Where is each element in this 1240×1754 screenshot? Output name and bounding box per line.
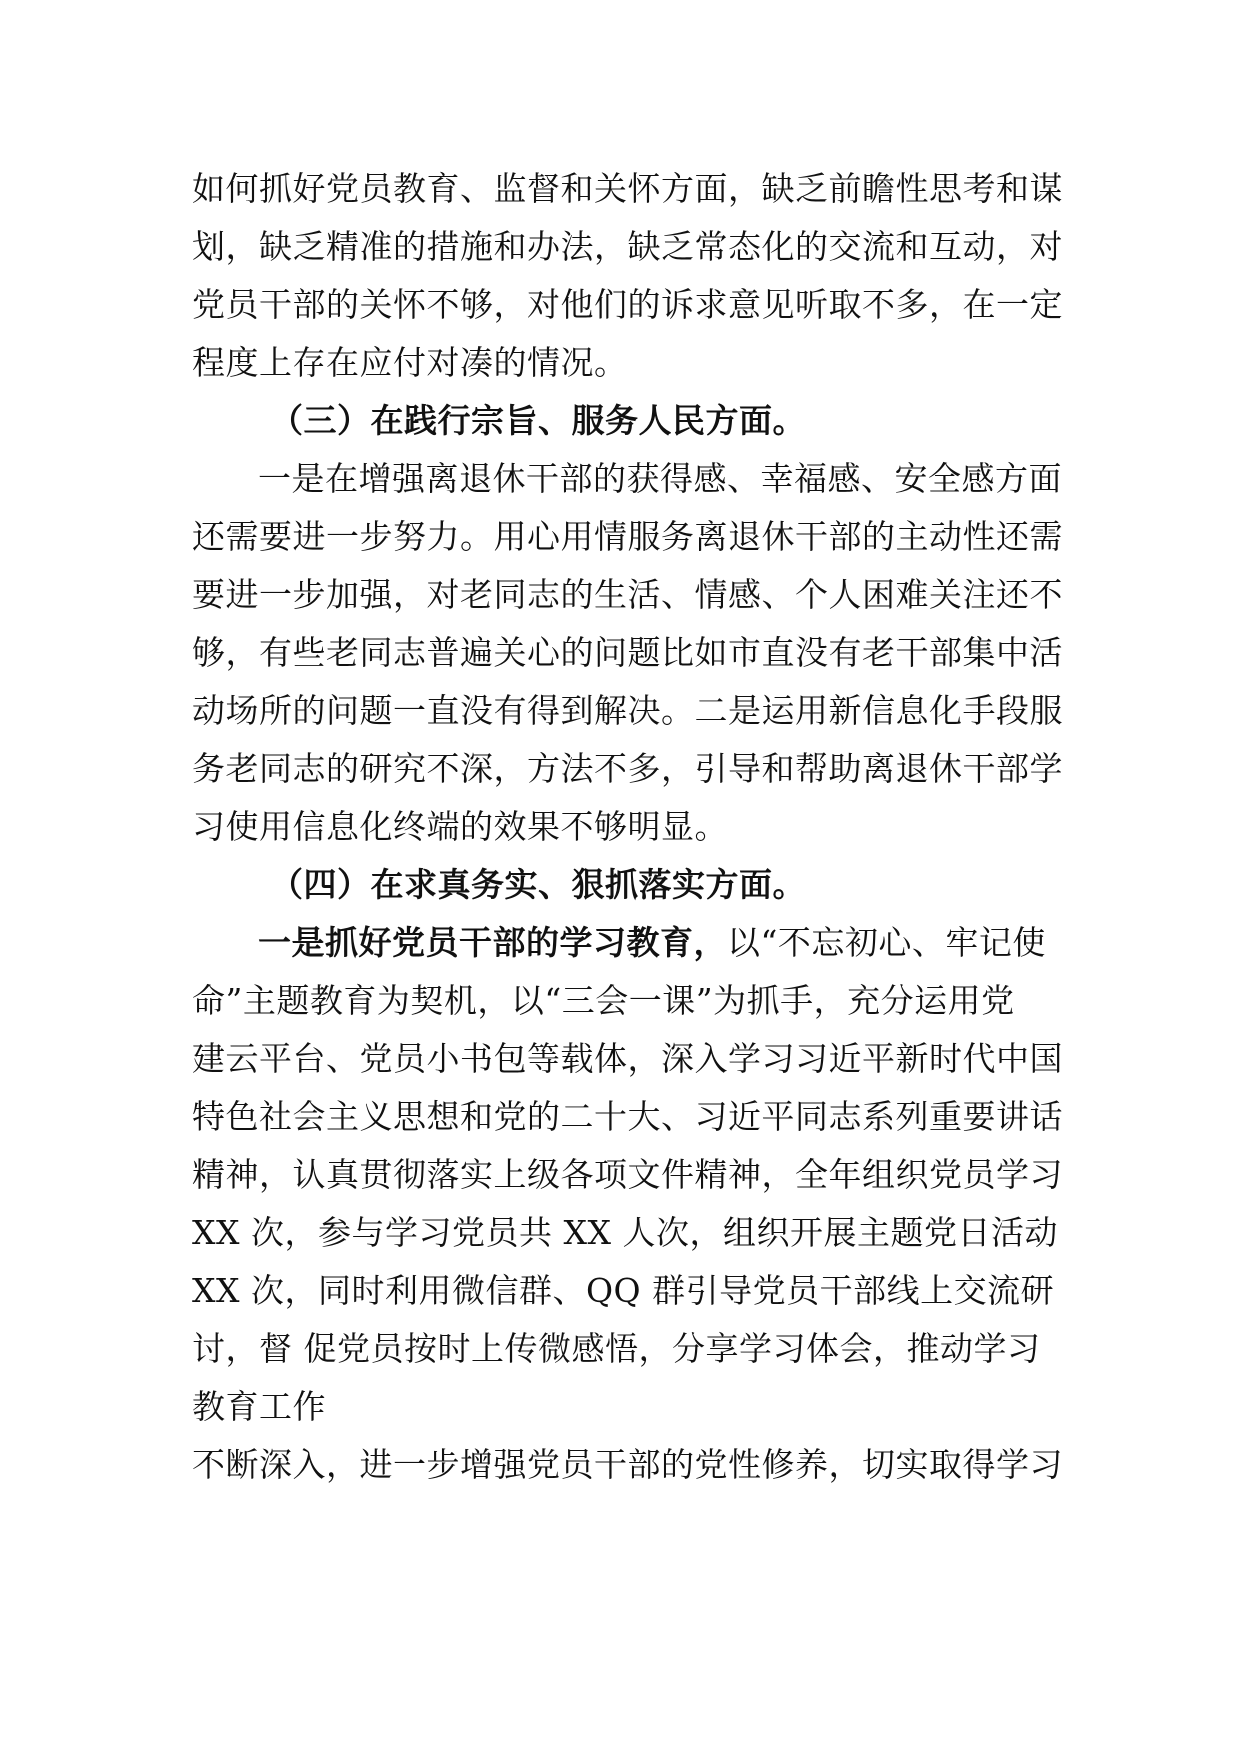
- text-line: 命”主题教育为契机，以“三会一课”为抓手，充分运用党: [192, 981, 1015, 1020]
- text-line: 务老同志的研究不深，方法不多，引导和帮助离退休干部学: [192, 749, 1063, 788]
- text-line: 程度上存在应付对凑的情况。: [192, 343, 628, 382]
- text-line: 讨，督 促党员按时上传微感悟，分享学习体会，推动学习: [192, 1329, 1041, 1368]
- paragraph-party-education: [192, 160, 1063, 392]
- text-line: 教育工作: [192, 1387, 326, 1426]
- text-line: 习使用信息化终端的效果不够明显。: [192, 807, 728, 846]
- document-page: [192, 160, 1063, 1494]
- section-heading-3: （三）在践行宗旨、服务人民方面。: [270, 401, 806, 440]
- text-line-lead: [192, 914, 1052, 972]
- section-heading-4: （四）在求真务实、狠抓落实方面。: [270, 865, 806, 904]
- paragraph-serve-people: [192, 450, 1063, 856]
- text-line: 动场所的问题一直没有得到解决。二是运用新信息化手段服: [192, 691, 1063, 730]
- paragraph-study-education: [192, 914, 1063, 1494]
- text-line: 要进一步加强，对老同志的生活、情感、个人困难关注还不: [192, 575, 1063, 614]
- text-line: 划，缺乏精准的措施和办法，缺乏常态化的交流和互动，对: [192, 227, 1063, 266]
- lead-bold-text: 一是抓好党员干部的学习教育，: [258, 923, 727, 962]
- text-line: 够，有些老同志普遍关心的问题比如市直没有老干部集中活: [192, 633, 1063, 672]
- text-line: XX 次，同时利用微信群、QQ 群引导党员干部线上交流研: [192, 1271, 1055, 1310]
- text-line: 精神，认真贯彻落实上级各项文件精神，全年组织党员学习: [192, 1155, 1063, 1194]
- lead-rest-text: 以“不忘初心、牢记使: [727, 923, 1046, 962]
- text-line: 如何抓好党员教育、监督和关怀方面，缺乏前瞻性思考和谋: [192, 169, 1063, 208]
- text-line: 党员干部的关怀不够，对他们的诉求意见听取不多，在一定: [192, 285, 1063, 324]
- text-line: XX 次，参与学习党员共 XX 人次，组织开展主题党日活动: [192, 1213, 1058, 1252]
- text-line: 建云平台、党员小书包等载体，深入学习习近平新时代中国: [192, 1039, 1063, 1078]
- text-line: 特色社会主义思想和党的二十大、习近平同志系列重要讲话: [192, 1097, 1063, 1136]
- text-line: 还需要进一步努力。用心用情服务离退休干部的主动性还需: [192, 517, 1063, 556]
- text-line: 不断深入，进一步增强党员干部的党性修养，切实取得学习: [192, 1445, 1063, 1484]
- text-line: 一是在增强离退休干部的获得感、幸福感、安全感方面: [258, 459, 1062, 498]
